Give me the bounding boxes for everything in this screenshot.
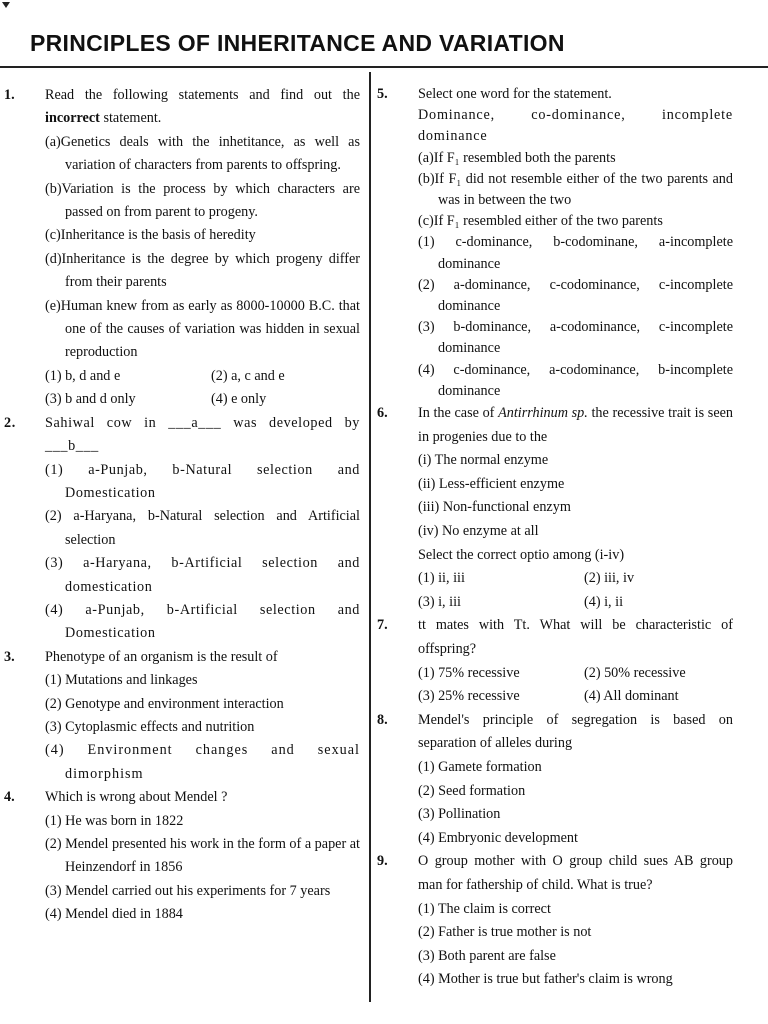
stem-text: statement. [99, 110, 162, 127]
question-number: 5. [377, 86, 388, 102]
question-stem: tt mates with Tt. What will be characteristic of offspring? [418, 617, 733, 657]
corner-marker-icon [2, 2, 10, 8]
question-number: 7. [377, 617, 388, 634]
answer-option[interactable]: (4) c-dominance, a-codominance, b-incomplete dominance [418, 361, 733, 399]
stem-text: In the case of [418, 405, 499, 422]
answer-option[interactable]: (4) Embryonic development [418, 829, 578, 846]
statement-e: (e)Human knew from as early as 8000-10000 B.C. that one of the causes of variation was hidden in sexual reproduction [45, 297, 360, 361]
enzyme-option: (i) The normal enzyme [418, 452, 549, 469]
answer-option[interactable]: (3) b and d only [45, 391, 136, 408]
statement-a: (a)Genetics deals with the inhetitance, as well as variation of characters from parents to offspring. [45, 133, 360, 174]
question-8 [377, 709, 733, 851]
answer-option[interactable]: (2) Genotype and environment interaction [45, 695, 284, 712]
question-number: 9. [377, 853, 388, 870]
answer-option[interactable]: (3) Mendel carried out his experiments for 7 years [45, 882, 331, 899]
select-instruction: Select the correct optio among (i-iv) [418, 546, 625, 563]
statement-b: (b)If F₁ did not resemble either of the two parents and was in between the two [418, 170, 733, 209]
question-stem: Select one word for the statement. [418, 86, 612, 102]
statement-d: (d)Inheritance is the degree by which progeny differ from their parents [45, 250, 360, 291]
question-5 [377, 84, 733, 402]
answer-option[interactable]: (4) Mother is true but father's claim is wrong [418, 971, 673, 988]
left-column [0, 84, 360, 927]
enzyme-option: (iv) No enzyme at all [418, 523, 539, 540]
answer-option[interactable]: (3) Cytoplasmic effects and nutrition [45, 718, 255, 735]
answer-option[interactable]: (4) e only [211, 391, 267, 408]
page-title: PRINCIPLES OF INHERITANCE AND VARIATION [30, 30, 565, 56]
answer-option[interactable]: (1) a-Punjab, b-Natural selection and Domestication [45, 461, 360, 501]
statement-c: (c)Inheritance is the basis of heredity [45, 227, 256, 244]
stem-emphasis: incorrect [45, 110, 100, 127]
question-stem [45, 84, 360, 131]
answer-option[interactable]: (1) Mutations and linkages [45, 672, 198, 689]
answer-option[interactable]: (1) He was born in 1822 [45, 812, 184, 829]
answer-option[interactable]: (1) Gamete formation [418, 758, 542, 775]
answer-option[interactable]: (3) Pollination [418, 806, 501, 823]
title-rule [0, 66, 768, 68]
statement-c: (c)If F₁ resembled either of the two parents [418, 213, 663, 230]
right-column [377, 84, 733, 992]
question-4 [0, 786, 360, 926]
enzyme-option: (iii) Non-functional enzym [418, 499, 571, 516]
answer-option[interactable]: (1) c-dominance, b-codominane, a-incomplete dominance [418, 234, 733, 272]
enzyme-option: (ii) Less-efficient enzyme [418, 475, 565, 492]
answer-option[interactable]: (3) i, iii [418, 593, 461, 610]
stem-text: the recessive trait is seen in progenies due to the [418, 405, 734, 445]
question-stem: Which is wrong about Mendel ? [45, 789, 228, 806]
question-stem: Mendel's principle of segregation is based on separation of alleles during [418, 711, 733, 752]
question-number: 1. [4, 87, 15, 103]
question-number: 4. [4, 789, 15, 806]
answer-option[interactable]: (2) a-Haryana, b-Natural selection and Artificial selection [45, 508, 360, 548]
answer-row [45, 388, 360, 411]
answer-option[interactable]: (4) i, ii [584, 593, 624, 610]
question-stem: O group mother with O group child sues AB group man for fathership of child. What is true? [418, 853, 733, 893]
answer-option[interactable]: (2) 50% recessive [584, 664, 686, 681]
stem-text: Read the following statements and find out the [45, 87, 360, 103]
question-6 [377, 402, 733, 614]
answer-option[interactable]: (2) iii, iv [584, 570, 635, 587]
answer-option[interactable]: (3) b-dominance, a-codominance, c-incomplete dominance [418, 319, 733, 357]
question-9 [377, 850, 733, 992]
column-divider [369, 72, 371, 1002]
answer-option[interactable]: (4) Environment changes and sexual dimorphism [45, 742, 360, 782]
question-stem [418, 402, 733, 449]
answer-option[interactable]: (4) a-Punjab, b-Artificial selection and Domestication [45, 601, 360, 642]
answer-option[interactable]: (2) a-dominance, c-codominance, c-incomplete dominance [418, 276, 733, 315]
question-number: 2. [4, 414, 16, 431]
question-7 [377, 614, 733, 708]
answer-option[interactable]: (1) The claim is correct [418, 900, 551, 917]
answer-row [418, 685, 733, 709]
species-name: Antirrhinum sp. [498, 405, 588, 422]
question-stem: Phenotype of an organism is the result of [45, 648, 278, 665]
answer-option[interactable]: (3) Both parent are false [418, 947, 556, 964]
question-number: 3. [4, 648, 15, 665]
question-2 [0, 412, 360, 646]
statement-b: (b)Variation is the process by which characters are passed on from parent to progeny. [45, 180, 360, 221]
answer-option[interactable]: (1) 75% recessive [418, 664, 520, 681]
answer-option[interactable]: (1) ii, iii [418, 570, 465, 587]
word-choices: Dominance, co-dominance, incomplete dominance [418, 107, 733, 145]
question-stem: Sahiwal cow in ___a___ was developed by ___b___ [45, 414, 360, 455]
question-number: 6. [377, 405, 388, 422]
answer-option[interactable]: (2) Seed formation [418, 782, 526, 799]
answer-option[interactable]: (4) Mendel died in 1884 [45, 906, 183, 923]
answer-option[interactable]: (1) b, d and e [45, 367, 121, 384]
question-number: 8. [377, 711, 388, 728]
answer-option[interactable]: (2) Mendel presented his work in the form of a paper at Heinzendorf in 1856 [45, 836, 360, 876]
answer-row [45, 365, 360, 388]
answer-option[interactable]: (3) 25% recessive [418, 688, 520, 705]
statement-a: (a)If F₁ resembled both the parents [418, 149, 616, 166]
answer-option[interactable]: (2) a, c and e [211, 367, 285, 384]
answer-row [418, 567, 733, 591]
answer-row [418, 591, 733, 615]
answer-option[interactable]: (4) All dominant [584, 688, 679, 705]
answer-row [418, 662, 733, 686]
answer-option[interactable]: (3) a-Haryana, b-Artificial selection and domestication [45, 555, 360, 595]
question-3 [0, 646, 360, 786]
answer-option[interactable]: (2) Father is true mother is not [418, 924, 592, 941]
question-1 [0, 84, 360, 412]
